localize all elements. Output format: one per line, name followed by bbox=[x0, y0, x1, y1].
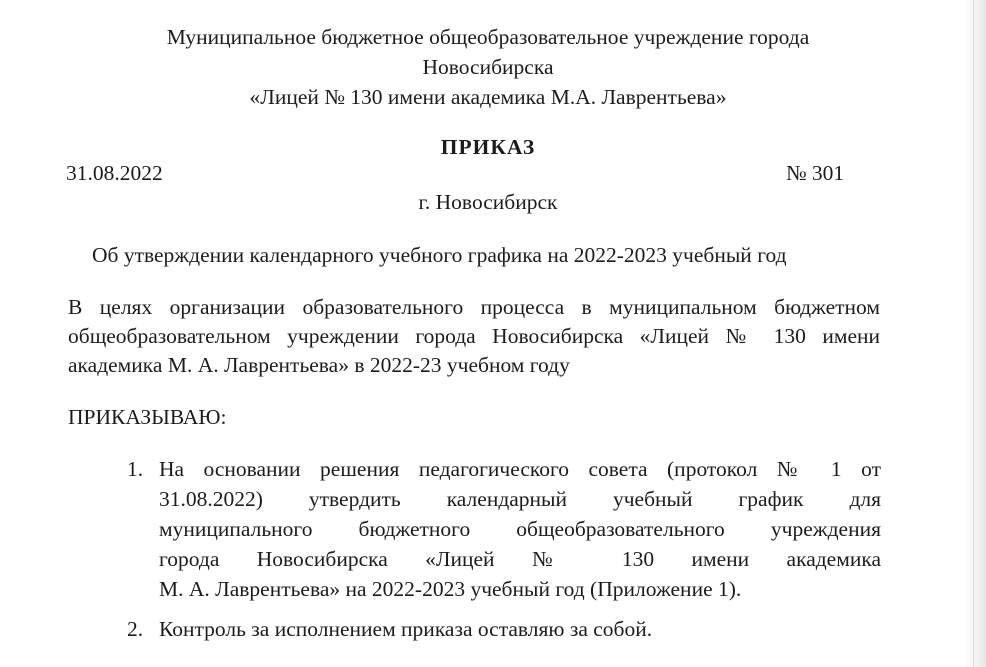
preamble-line-3: академика М. А. Лаврентьева» в 2022-23 учебном году bbox=[68, 353, 570, 377]
order-number: № 301 bbox=[786, 161, 845, 185]
list-item-line: Контроль за исполнением приказа оставляю за собой. bbox=[159, 617, 653, 641]
org-name-line-2: Новосибирска bbox=[422, 55, 554, 79]
preamble-line-1: В целях организации образовательного процесса в муниципальном бюджетном bbox=[68, 295, 880, 319]
list-item-line: На основании решения педагогического совета (протокол № 1 от bbox=[159, 457, 881, 481]
order-date: 31.08.2022 bbox=[66, 161, 163, 185]
command-word: ПРИКАЗЫВАЮ: bbox=[68, 405, 227, 429]
org-name-line-3: «Лицей № 130 имени академика М.А. Лаврентьева» bbox=[249, 85, 727, 109]
order-title: ПРИКАЗ bbox=[440, 135, 536, 159]
list-item-line: города Новосибирска «Лицей № 130 имени академика bbox=[159, 547, 881, 571]
preamble-line-2: общеобразовательном учреждении города Новосибирска «Лицей № 130 имени bbox=[68, 324, 880, 348]
list-item-line: М. А. Лаврентьева» на 2022-2023 учебный год (Приложение 1). bbox=[159, 577, 742, 601]
list-item-line: муниципального бюджетного общеобразовательного учреждения bbox=[159, 517, 881, 541]
order-city: г. Новосибирск bbox=[418, 190, 558, 214]
order-subject: Об утверждении календарного учебного графика на 2022-2023 учебный год bbox=[92, 243, 787, 267]
org-name-line-1: Муниципальное бюджетное общеобразовательное учреждение города bbox=[166, 25, 810, 49]
list-item-number: 2. bbox=[127, 617, 144, 641]
list-item-line: 31.08.2022) утвердить календарный учебный график для bbox=[159, 487, 881, 511]
list-item-number: 1. bbox=[127, 457, 144, 481]
